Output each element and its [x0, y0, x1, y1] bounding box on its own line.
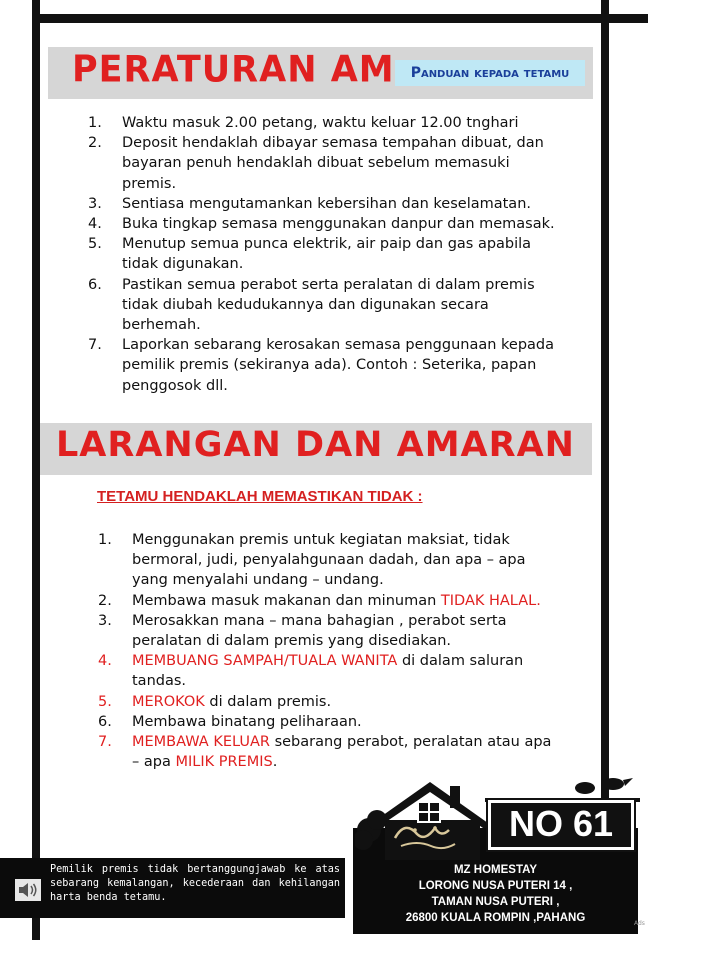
item-number: 5. — [98, 693, 112, 710]
item-text: Waktu masuk 2.00 petang, waktu keluar 12.00 tnghari — [122, 115, 519, 131]
item-text: Buka tingkap semasa menggunakan danpur dan memasak. — [122, 216, 555, 233]
address-line: MZ HOMESTAY — [453, 864, 538, 876]
item-number: 4. — [88, 216, 102, 233]
item-number: 2. — [98, 592, 112, 609]
address-line: TAMAN NUSA PUTERI , — [431, 896, 560, 908]
warnings-title: LARANGAN DAN AMARAN — [56, 425, 575, 465]
item-text — [98, 651, 558, 691]
item-number: 2. — [88, 135, 102, 152]
list-item — [98, 692, 558, 712]
item-number: 6. — [98, 713, 112, 730]
list-item — [98, 611, 558, 651]
item-highlight: MEROKOK — [132, 693, 205, 710]
ad-mark: Ads — [634, 920, 645, 927]
item-text: Sentiasa mengutamankan kebersihan dan keselamatan. — [122, 195, 531, 212]
item-number: 6. — [88, 276, 102, 293]
item-number: 1. — [88, 115, 102, 131]
bird-icon — [575, 778, 633, 794]
item-text: Laporkan sebarang kerosakan semasa penggunaan kepada pemilik premis (sekiranya ada). Contoh : Seterika, papan penggosok dll. — [122, 337, 555, 394]
house-number-text: NO 61 — [508, 803, 614, 844]
item-highlight: MEMBAWA KELUAR — [132, 734, 270, 751]
item-number: 5. — [88, 236, 102, 253]
warnings-subheading: TETAMU HENDAKLAH MEMASTIKAN TIDAK : — [97, 488, 423, 505]
page-title: PERATURAN AM — [72, 49, 395, 91]
speaker-icon[interactable] — [15, 879, 41, 901]
guide-tag: Panduan kepada tetamu — [395, 60, 585, 86]
window-icon — [418, 802, 440, 822]
item-text-part: di dalam premis. — [204, 693, 332, 710]
item-highlight: TIDAK HALAL. — [440, 592, 541, 609]
warnings-list — [98, 530, 558, 772]
list-item — [98, 712, 558, 732]
item-text — [98, 530, 558, 591]
item-text: Pastikan semua perabot serta peralatan di dalam premis tidak diubah kedudukannya dan digunakan secara berhemah. — [122, 276, 535, 334]
list-item — [88, 335, 558, 396]
rules-list — [88, 113, 558, 396]
item-number: 7. — [88, 337, 102, 354]
item-number: 3. — [98, 612, 112, 629]
item-text-part: Membawa masuk makanan dan minuman — [132, 592, 441, 609]
item-text-part: . — [272, 754, 278, 771]
frame-top-bar — [32, 14, 648, 23]
address-block — [353, 862, 638, 926]
item-text-part: Membawa binatang peliharaan. — [132, 713, 362, 730]
list-item — [98, 591, 558, 611]
item-text — [98, 611, 558, 651]
list-item — [88, 133, 558, 194]
item-text-part: sebarang perabot, peralatan atau apa – apa — [132, 734, 552, 771]
list-item — [88, 214, 558, 234]
item-text-part: Menggunakan premis untuk kegiatan maksiat, tidak bermoral, judi, penyalahgunaan dadah, dan apa – apa yang menyalahi undang – undang. — [132, 532, 526, 589]
frame-right-bar — [601, 0, 609, 860]
tree-icon — [355, 810, 387, 850]
item-number: 1. — [98, 532, 112, 548]
item-highlight: MILIK PREMIS — [175, 754, 273, 771]
item-number: 7. — [98, 734, 112, 751]
item-text-part: di dalam saluran tandas. — [132, 653, 524, 690]
address-line: 26800 KUALA ROMPIN ,PAHANG — [405, 912, 586, 924]
list-item — [88, 194, 558, 214]
list-item — [98, 530, 558, 591]
item-number: 3. — [88, 195, 102, 212]
item-text — [98, 712, 558, 732]
item-text — [98, 692, 558, 712]
list-item — [88, 275, 558, 336]
item-text: Menutup semua punca elektrik, air paip dan gas apabila tidak digunakan. — [122, 236, 532, 273]
item-text-part: Merosakkan mana – mana bahagian , perabot serta peralatan di dalam premis yang disediakan. — [132, 612, 507, 650]
disclaimer-text: Pemilik premis tidak bertanggungjawab ke atas sebarang kemalangan, kecederaan dan kehilangan harta benda tetamu. — [50, 864, 340, 903]
item-number: 4. — [98, 653, 112, 670]
list-item — [88, 113, 558, 133]
item-text — [98, 591, 558, 611]
item-highlight: MEMBUANG SAMPAH/TUALA WANITA — [132, 653, 398, 670]
frame-left-bar — [32, 0, 40, 940]
address-line: LORONG NUSA PUTERI 14 , — [418, 880, 573, 892]
item-text: Deposit hendaklah dibayar semasa tempahan dibuat, dan bayaran penuh hendaklah dibuat sebelum memasuki premis. — [122, 135, 544, 192]
list-item — [98, 651, 558, 691]
list-item — [88, 234, 558, 274]
